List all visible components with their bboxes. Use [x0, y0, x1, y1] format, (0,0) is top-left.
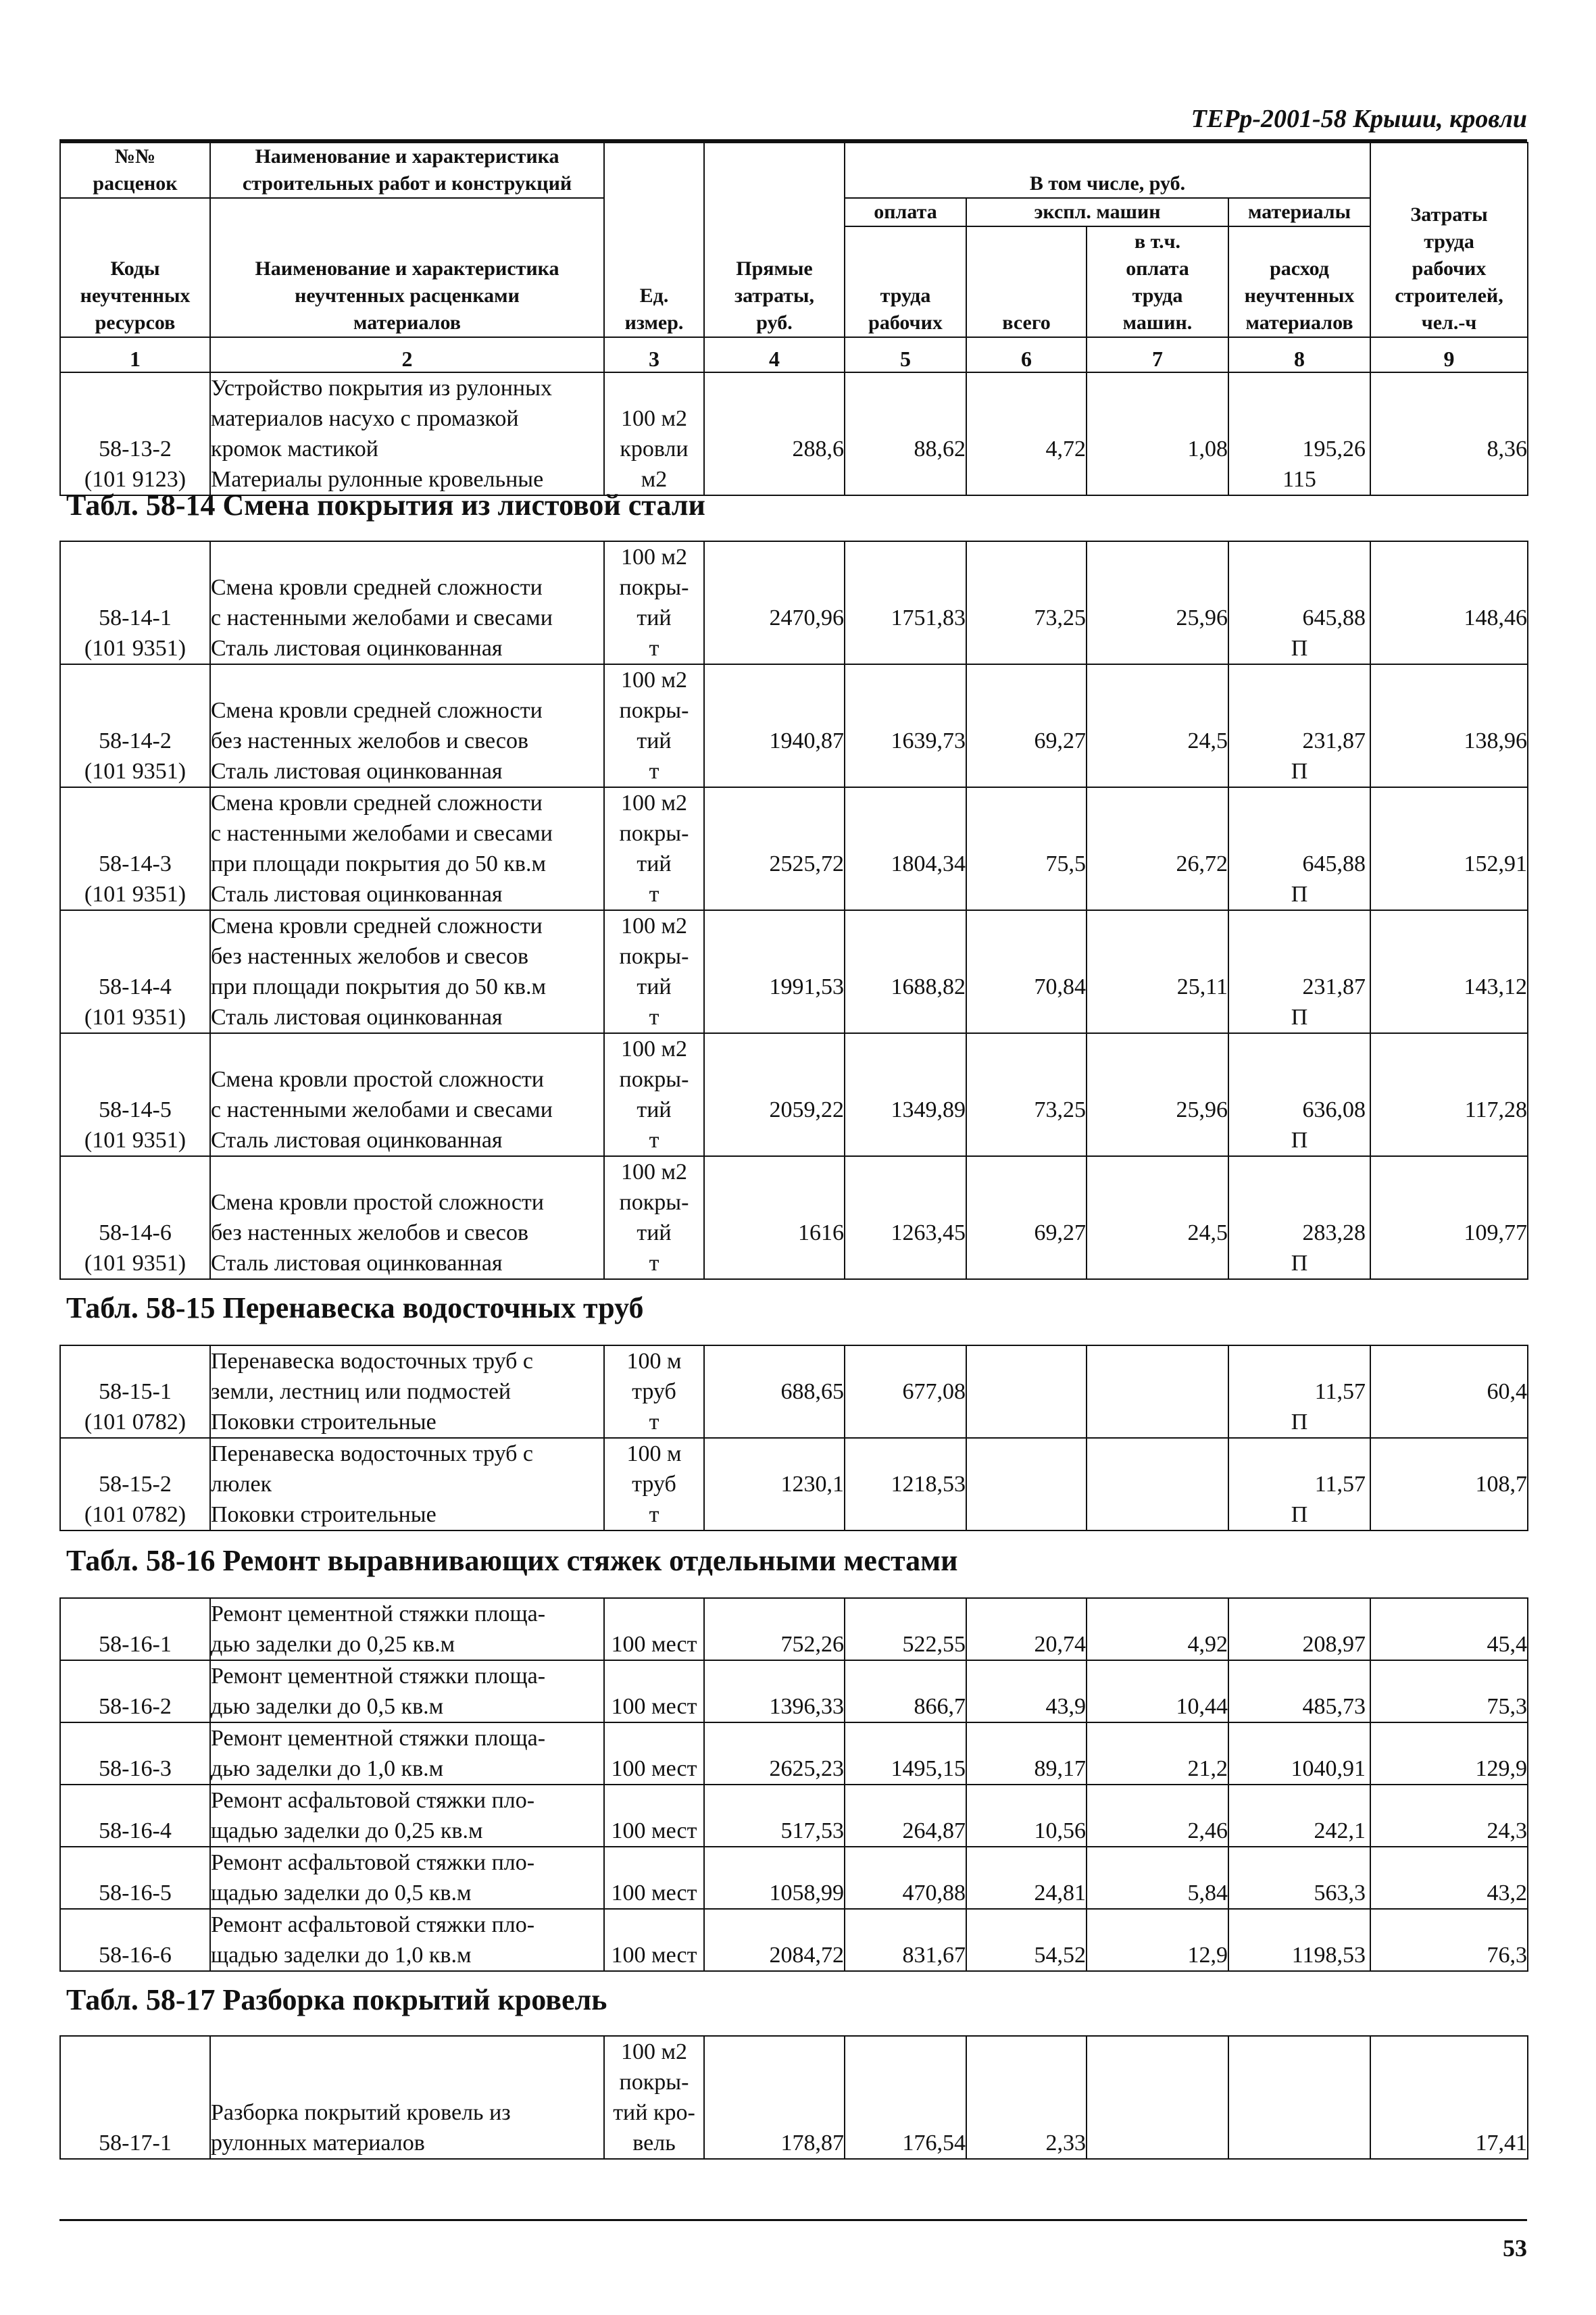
- table-row: [60, 664, 1528, 787]
- work-description: Смена кровли средней сложности с настенными желобами и свесами при площади покрытия до 50 кв.м Сталь листовая оцинкованная: [210, 787, 604, 910]
- labor-hours-value: 108,7: [1370, 1438, 1528, 1530]
- materials-value: 242,1: [1228, 1785, 1370, 1847]
- rate-code: 58-16-6: [60, 1909, 210, 1971]
- table-row: [60, 1156, 1528, 1279]
- worker-pay-value: 831,67: [845, 1909, 966, 1971]
- labor-hours-value: 75,3: [1370, 1660, 1528, 1722]
- col-direct-costs: Прямые затраты, руб.: [704, 143, 845, 337]
- materials-value: 195,26 115: [1228, 372, 1370, 495]
- rate-code: 58-14-2 (101 9351): [60, 664, 210, 787]
- direct-costs-value: 1616: [704, 1156, 845, 1279]
- work-description: Ремонт асфальтовой стяжки пло- щадью заделки до 1,0 кв.м: [210, 1909, 604, 1971]
- direct-costs-value: 517,53: [704, 1785, 845, 1847]
- operator-pay-value: [1087, 1345, 1228, 1438]
- worker-pay-value: 1495,15: [845, 1722, 966, 1785]
- direct-costs-value: 752,26: [704, 1598, 845, 1660]
- worker-pay-value: 1688,82: [845, 910, 966, 1033]
- materials-value: 645,88 П: [1228, 541, 1370, 664]
- machines-value: 75,5: [966, 787, 1087, 910]
- worker-pay-value: 1804,34: [845, 787, 966, 910]
- operator-pay-value: [1087, 1438, 1228, 1530]
- unit-value: 100 м2 покры- тий т: [604, 787, 704, 910]
- operator-pay-value: 24,5: [1087, 1156, 1228, 1279]
- machines-value: 24,81: [966, 1847, 1087, 1909]
- col-resource-codes: Коды неучтенных ресурсов: [60, 198, 210, 337]
- section-title: Табл. 58-16 Ремонт выравнивающих стяжек отдельными местами: [66, 1544, 958, 1577]
- direct-costs-value: 1058,99: [704, 1847, 845, 1909]
- materials-value: 636,08 П: [1228, 1033, 1370, 1156]
- labor-hours-value: 143,12: [1370, 910, 1528, 1033]
- running-header: [59, 101, 1527, 142]
- table-row: [60, 787, 1528, 910]
- labor-hours-value: 109,77: [1370, 1156, 1528, 1279]
- col-materials-group: материалы: [1228, 198, 1370, 226]
- work-description: Ремонт асфальтовой стяжки пло- щадью заделки до 0,5 кв.м: [210, 1847, 604, 1909]
- machines-value: 20,74: [966, 1598, 1087, 1660]
- machines-value: 4,72: [966, 372, 1087, 495]
- rate-code: 58-16-2: [60, 1660, 210, 1722]
- machines-value: 70,84: [966, 910, 1087, 1033]
- col-machine-operator-pay: в т.ч. оплата труда машин.: [1087, 226, 1228, 337]
- machines-value: 2,33: [966, 2036, 1087, 2159]
- operator-pay-value: 4,92: [1087, 1598, 1228, 1660]
- worker-pay-value: 176,54: [845, 2036, 966, 2159]
- operator-pay-value: 21,2: [1087, 1722, 1228, 1785]
- unit-value: 100 м2 покры- тий т: [604, 910, 704, 1033]
- rate-code: 58-15-1 (101 0782): [60, 1345, 210, 1438]
- direct-costs-value: 2059,22: [704, 1033, 845, 1156]
- table-row: [60, 1785, 1528, 1847]
- unit-value: 100 м2 покры- тий т: [604, 664, 704, 787]
- operator-pay-value: 26,72: [1087, 787, 1228, 910]
- rate-code: 58-17-1: [60, 2036, 210, 2159]
- machines-value: 10,56: [966, 1785, 1087, 1847]
- work-description: Перенавеска водосточных труб с люлек Поковки строительные: [210, 1438, 604, 1530]
- table-row: [60, 541, 1528, 664]
- direct-costs-value: 2525,72: [704, 787, 845, 910]
- operator-pay-value: [1087, 2036, 1228, 2159]
- materials-value: 563,3: [1228, 1847, 1370, 1909]
- rate-code: 58-16-1: [60, 1598, 210, 1660]
- col-number: 7: [1087, 337, 1228, 372]
- table-row: [60, 1438, 1528, 1530]
- rate-code: 58-13-2 (101 9123): [60, 372, 210, 495]
- table-row: [60, 2036, 1528, 2159]
- labor-hours-value: 129,9: [1370, 1722, 1528, 1785]
- section-title: Табл. 58-15 Перенавеска водосточных труб: [66, 1291, 644, 1324]
- unit-value: 100 мест: [604, 1909, 704, 1971]
- work-description: Устройство покрытия из рулонных материалов насухо с промазкой кромок мастикой Материалы рулонные кровельные: [210, 372, 604, 495]
- labor-hours-value: 138,96: [1370, 664, 1528, 787]
- worker-pay-value: 264,87: [845, 1785, 966, 1847]
- machines-value: 73,25: [966, 1033, 1087, 1156]
- work-description: Разборка покрытий кровель из рулонных материалов: [210, 2036, 604, 2159]
- unit-value: 100 мест: [604, 1722, 704, 1785]
- labor-hours-value: 152,91: [1370, 787, 1528, 910]
- labor-hours-value: 43,2: [1370, 1847, 1528, 1909]
- col-number: 6: [966, 337, 1087, 372]
- machines-value: 43,9: [966, 1660, 1087, 1722]
- work-description: Ремонт асфальтовой стяжки пло- щадью заделки до 0,25 кв.м: [210, 1785, 604, 1847]
- labor-hours-value: 8,36: [1370, 372, 1528, 495]
- direct-costs-value: 1230,1: [704, 1438, 845, 1530]
- table-row: [60, 910, 1528, 1033]
- labor-hours-value: 60,4: [1370, 1345, 1528, 1438]
- col-work-name: Наименование и характеристика строительных работ и конструкций: [210, 143, 604, 198]
- table-row: [60, 1847, 1528, 1909]
- machines-value: 54,52: [966, 1909, 1087, 1971]
- work-description: Ремонт цементной стяжки площа- дью заделки до 0,25 кв.м: [210, 1598, 604, 1660]
- col-number: 2: [210, 337, 604, 372]
- work-description: Смена кровли средней сложности с настенными желобами и свесами Сталь листовая оцинкованная: [210, 541, 604, 664]
- worker-pay-value: 677,08: [845, 1345, 966, 1438]
- machines-value: 89,17: [966, 1722, 1087, 1785]
- rate-code: 58-14-3 (101 9351): [60, 787, 210, 910]
- table-58-14: [59, 541, 1528, 1280]
- col-number: 8: [1228, 337, 1370, 372]
- materials-value: 231,87 П: [1228, 664, 1370, 787]
- operator-pay-value: 1,08: [1087, 372, 1228, 495]
- table-58-16: [59, 1597, 1528, 1972]
- unit-value: 100 мест: [604, 1847, 704, 1909]
- worker-pay-value: 1349,89: [845, 1033, 966, 1156]
- operator-pay-value: 10,44: [1087, 1660, 1228, 1722]
- labor-hours-value: 148,46: [1370, 541, 1528, 664]
- unit-value: 100 м труб т: [604, 1345, 704, 1438]
- operator-pay-value: 25,96: [1087, 1033, 1228, 1156]
- table-row: [60, 1033, 1528, 1156]
- col-rate-no: №№ расценок: [60, 143, 210, 198]
- rate-code: 58-16-3: [60, 1722, 210, 1785]
- labor-hours-value: 17,41: [1370, 2036, 1528, 2159]
- materials-value: 1040,91: [1228, 1722, 1370, 1785]
- work-description: Смена кровли простой сложности без настенных желобов и свесов Сталь листовая оцинкованная: [210, 1156, 604, 1279]
- col-material-name: Наименование и характеристика неучтенных расценками материалов: [210, 198, 604, 337]
- work-description: Смена кровли простой сложности с настенными желобами и свесами Сталь листовая оцинкованная: [210, 1033, 604, 1156]
- labor-hours-value: 24,3: [1370, 1785, 1528, 1847]
- col-machines-group: экспл. машин: [966, 198, 1228, 226]
- materials-value: 485,73: [1228, 1660, 1370, 1722]
- table-row: [60, 372, 1528, 495]
- worker-pay-value: 1263,45: [845, 1156, 966, 1279]
- direct-costs-value: 2625,23: [704, 1722, 845, 1785]
- table-row: [60, 1909, 1528, 1971]
- col-material-use: расход неучтенных материалов: [1228, 226, 1370, 337]
- col-number: 1: [60, 337, 210, 372]
- col-labor-hours: Затраты труда рабочих строителей, чел.-ч: [1370, 143, 1528, 337]
- worker-pay-value: 866,7: [845, 1660, 966, 1722]
- materials-value: [1228, 2036, 1370, 2159]
- unit-value: 100 мест: [604, 1598, 704, 1660]
- unit-value: 100 м2 покры- тий кро- вель: [604, 2036, 704, 2159]
- header-table: [59, 142, 1528, 496]
- materials-value: 231,87 П: [1228, 910, 1370, 1033]
- unit-value: 100 м труб т: [604, 1438, 704, 1530]
- unit-value: 100 м2 покры- тий т: [604, 1033, 704, 1156]
- work-description: Ремонт цементной стяжки площа- дью заделки до 0,5 кв.м: [210, 1660, 604, 1722]
- unit-value: 100 мест: [604, 1785, 704, 1847]
- rate-code: 58-14-1 (101 9351): [60, 541, 210, 664]
- unit-value: 100 м2 кровли м2: [604, 372, 704, 495]
- work-description: Ремонт цементной стяжки площа- дью заделки до 1,0 кв.м: [210, 1722, 604, 1785]
- col-number: 3: [604, 337, 704, 372]
- section-title: Табл. 58-17 Разборка покрытий кровель: [66, 1983, 607, 2016]
- worker-pay-value: 1751,83: [845, 541, 966, 664]
- table-58-17: [59, 2035, 1528, 2160]
- machines-value: [966, 1345, 1087, 1438]
- rate-code: 58-15-2 (101 0782): [60, 1438, 210, 1530]
- unit-value: 100 м2 покры- тий т: [604, 1156, 704, 1279]
- col-worker-pay: труда рабочих: [845, 226, 966, 337]
- operator-pay-value: 25,96: [1087, 541, 1228, 664]
- col-group-including: В том числе, руб.: [845, 143, 1370, 198]
- col-number: 5: [845, 337, 966, 372]
- machines-value: [966, 1438, 1087, 1530]
- direct-costs-value: 178,87: [704, 2036, 845, 2159]
- table-58-15: [59, 1345, 1528, 1531]
- worker-pay-value: 522,55: [845, 1598, 966, 1660]
- machines-value: 69,27: [966, 664, 1087, 787]
- direct-costs-value: 288,6: [704, 372, 845, 495]
- table-row: [60, 1660, 1528, 1722]
- col-machines-total: всего: [966, 226, 1087, 337]
- work-description: Смена кровли средней сложности без настенных желобов и свесов Сталь листовая оцинкованная: [210, 664, 604, 787]
- labor-hours-value: 45,4: [1370, 1598, 1528, 1660]
- col-number: 9: [1370, 337, 1528, 372]
- table-row: [60, 1722, 1528, 1785]
- materials-value: 645,88 П: [1228, 787, 1370, 910]
- operator-pay-value: 2,46: [1087, 1785, 1228, 1847]
- worker-pay-value: 470,88: [845, 1847, 966, 1909]
- labor-hours-value: 117,28: [1370, 1033, 1528, 1156]
- machines-value: 73,25: [966, 541, 1087, 664]
- page-number: 53: [1503, 2235, 1527, 2262]
- operator-pay-value: 12,9: [1087, 1909, 1228, 1971]
- materials-value: 208,97: [1228, 1598, 1370, 1660]
- footer-rule: [59, 2219, 1527, 2221]
- direct-costs-value: 1991,53: [704, 910, 845, 1033]
- operator-pay-value: 24,5: [1087, 664, 1228, 787]
- section-title: Табл. 58-14 Смена покрытия из листовой стали: [66, 489, 705, 522]
- operator-pay-value: 5,84: [1087, 1847, 1228, 1909]
- table-row: [60, 1345, 1528, 1438]
- materials-value: 1198,53: [1228, 1909, 1370, 1971]
- worker-pay-value: 1218,53: [845, 1438, 966, 1530]
- direct-costs-value: 2470,96: [704, 541, 845, 664]
- materials-value: 11,57 П: [1228, 1438, 1370, 1530]
- direct-costs-value: 1396,33: [704, 1660, 845, 1722]
- direct-costs-value: 688,65: [704, 1345, 845, 1438]
- worker-pay-value: 88,62: [845, 372, 966, 495]
- machines-value: 69,27: [966, 1156, 1087, 1279]
- rate-code: 58-16-4: [60, 1785, 210, 1847]
- table-row: [60, 1598, 1528, 1660]
- operator-pay-value: 25,11: [1087, 910, 1228, 1033]
- unit-value: 100 м2 покры- тий т: [604, 541, 704, 664]
- col-number: 4: [704, 337, 845, 372]
- materials-value: 11,57 П: [1228, 1345, 1370, 1438]
- unit-value: 100 мест: [604, 1660, 704, 1722]
- rate-code: 58-14-4 (101 9351): [60, 910, 210, 1033]
- rate-code: 58-14-6 (101 9351): [60, 1156, 210, 1279]
- rate-code: 58-14-5 (101 9351): [60, 1033, 210, 1156]
- work-description: Смена кровли средней сложности без настенных желобов и свесов при площади покрытия до 50 кв.м Сталь листовая оцинкованная: [210, 910, 604, 1033]
- labor-hours-value: 76,3: [1370, 1909, 1528, 1971]
- worker-pay-value: 1639,73: [845, 664, 966, 787]
- materials-value: 283,28 П: [1228, 1156, 1370, 1279]
- rate-code: 58-16-5: [60, 1847, 210, 1909]
- direct-costs-value: 2084,72: [704, 1909, 845, 1971]
- col-unit: Ед. измер.: [604, 143, 704, 337]
- work-description: Перенавеска водосточных труб с земли, лестниц или подмостей Поковки строительные: [210, 1345, 604, 1438]
- running-title: ТЕРр-2001-58 Крыши, кровли: [1191, 105, 1527, 133]
- direct-costs-value: 1940,87: [704, 664, 845, 787]
- col-worker-pay-top: оплата: [845, 198, 966, 226]
